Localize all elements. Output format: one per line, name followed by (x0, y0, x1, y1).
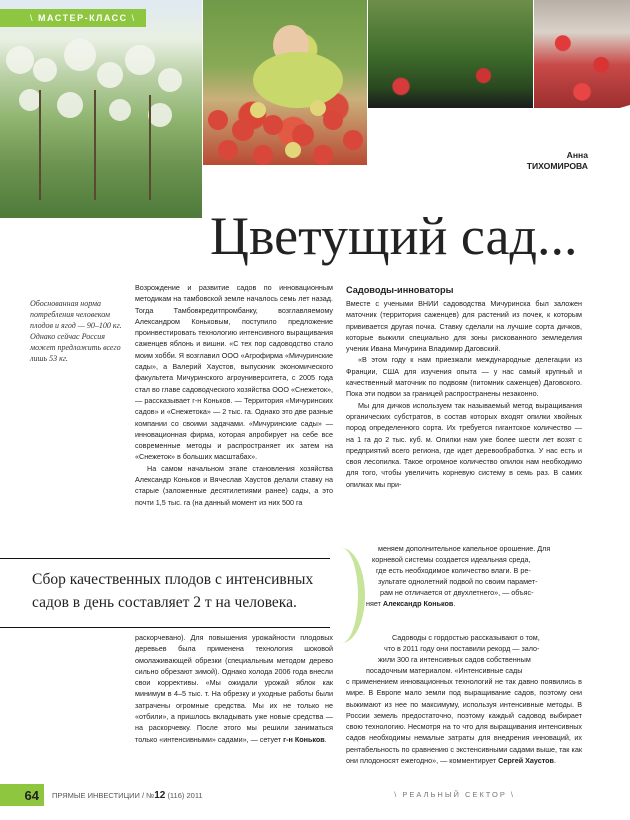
article-column-4 (346, 676, 582, 766)
page-number: 64 (0, 784, 44, 806)
magazine-info (52, 790, 203, 801)
paragraph: На самом начальном этапе становления хозяйства Александр Коньков и Вячеслав Хаустов делали ставку на старые (заложенные десятилетиями ранее) сады, а это почти 1,5 тыс. га (на данный момент из них 500 га (135, 463, 333, 507)
section-tag (0, 9, 146, 27)
paragraph: раскорчевано). Для повышения урожайности плодовых деревьев была применена технология шоковой омолаживающей обрезки (специальным методом дерево сильно обрезают зимой). Однако холода 2006 года внесли свои коррективы. «Мы ожидали урожай яблок как минимум в 4–5 тыс. т. На обрезку и уходные работы были затрачены огромные средства. Мы их не только не «отбили», а пришлось вкладывать уже новые средства — на раскорчевку. После этого мы решили заниматься только «интенсивными» садами», — сетует г-н Коньков. (135, 633, 333, 744)
person-name: Сергей Хаустов (498, 756, 554, 766)
person-name: г-н Коньков (283, 734, 325, 744)
backslash-glyph: \ (30, 13, 39, 23)
wrap-line: жили 300 га интенсивных садов собственным (378, 655, 531, 664)
section-heading: Садоводы-инноваторы (346, 285, 454, 295)
author-last-name: ТИХОМИРОВА (526, 161, 588, 171)
footer-section-label: \ РЕАЛЬНЫЙ СЕКТОР \ (394, 790, 515, 799)
article-title: Цветущий сад... (210, 206, 578, 266)
backslash-glyph: \ (127, 13, 136, 23)
wrap-line: зультате однолетний подвой по своим парамет- (378, 577, 538, 586)
paragraph: Вместе с учеными ВНИИ садоводства Мичуринска был заложен маточник (территория саженцев) для растений из почек, к которым прививается другая почка. Ставку сделали на лучшие сорта дичков, которые выжили специально для зоны рискованного земледелия ученик Ивана Мичурина Владимир Даговский. (346, 299, 582, 354)
paragraph: с применением инновационных технологий не так давно появились в мире. В Европе мало земли под выращивание садов, поэтому они выжимают из нее по максимуму, используя интенсивные методы. В России земель предостаточно, поэтому каждый садовод выбирает свою технологию. Несмотря на то что для выращивания интенсивных садов необходимы немалые затраты для внедрения инноваций, их рентабельность по сравнению с экстенсивными садами выше, так как они плодоносят ежегодно», — комментирует Сергей Хаустов. (346, 677, 582, 766)
pull-quote (0, 558, 340, 633)
wrap-line: Садоводы с гордостью рассказывают о том, (392, 633, 540, 642)
issue-prefix: № (146, 791, 155, 800)
author-first-name: Анна (566, 150, 588, 160)
author-byline (527, 150, 588, 172)
wrap-line: меняем дополнительное капельное орошение. Для (378, 544, 551, 553)
magazine-name: ПРЯМЫЕ ИНВЕСТИЦИИ / (52, 791, 145, 800)
photo-diagonal-mask (0, 0, 630, 230)
page-footer (0, 784, 630, 808)
wrap-line (366, 598, 455, 609)
paragraph-text: раскорчевано). Для повышения урожайности плодовых деревьев была применена технология шоковой омолаживающей обрезки (специальным методом дерево сильно обрезают зимой). Однако холода 2006 года внесли свои коррективы. «Мы ожидали урожай яблок как минимум в 4–5 тыс. т. На обрезку и уходные работы были затрачены огромные средства. Мы их не только не «отбили», а пришлось вкладывать уже новые средства — на раскорчевку. После этого мы решили заниматься только «интенсивными» садами», — сетует (135, 633, 333, 744)
wrap-line: рам не отличается от двухлетнего», — объяс- (380, 588, 534, 597)
issue-suffix: (116) 2011 (167, 791, 203, 800)
person-name: Александр Коньков (382, 599, 454, 608)
wrap-line: что в 2011 году они поставили рекорд — зало- (384, 644, 540, 653)
paragraph: Возрождение и развитие садов по инновационным методикам на тамбовской земле началось семь лет назад. Тогда Тамбовкредитпромбанку, возглавляемому Александром Коньковым, поступило предложение проинвестировать технологию интенсивного выращивания саженцев яблонь и вишни. «С тех пор садоводство стало моим хобби. Я возглавил ООО «Агрофирма «Мичуринские сады», а Валерий Хаустов, выпускник экономического факультета Мичуринского агроуниверситета, с 2005 года стал во главе садоводческого хозяйства ООО «Снежеток», — рассказывает г-н Коньков. — Территория «Мичуринских садов» и «Снежетока» — 2 тыс. га. Однако это две разные компании со своими задачами. «Мичуринские сады» — инновационная фирма, которая апробирует на себе все современные методы и распространяет их затем на «Снежеток» в больших масштабах». (135, 283, 333, 462)
wrap-text: няет (366, 599, 383, 608)
wrap-line: корневой системы создается идеальная среда, (372, 555, 531, 564)
paragraph-text: с применением инновационных технологий не так давно появились в мире. В Европе мало земли под выращивание садов, поэтому они выжимают из нее по максимуму, используя интенсивные методы. В России земель предостаточно, поэтому каждый садовод выбирает свою технологию. Несмотря на то что для выращивания интенсивных садов необходимы немалые затраты для внедрения инноваций, их рентабельность по сравнению с экстенсивными садами выше, так как они плодоносят ежегодно», — комментирует (346, 677, 582, 766)
paragraph: «В этом году к нам приезжали международные делегации из Франции, США для изучения опыта — у нас самый крупный и качественный маточник по подвоям (питомник саженцев) Даговского. Пока эти подвои за границей распространены незаконно. (346, 355, 582, 399)
side-note: Обоснованная норма потребления человеком плодов и ягод — 90–100 кг. Однако сейчас Россия может предложить всего лишь 53 кг. (30, 299, 122, 363)
article-column-3 (135, 632, 333, 745)
article-column-2 (346, 298, 582, 490)
paragraph: Мы для дичков используем так называемый метод выращивания органических субстратов, в состав которых входят опилки хвойных пород определенного сорта. Их требуется гигантское количество — на 1 га до 2 тыс. куб. м. Опилки нам уже более шести лет возят с предприятий всего региона, где идет деревообработка. У нас есть и своя лесопилка. Такое огромное количество опилок нам необходимо для того, чтобы увеличить корневую систему в семь раз. В самих опилках мы при- (346, 400, 582, 489)
section-tag-label: МАСТЕР-КЛАСС (38, 13, 128, 23)
wrap-line: посадочным материалом. «Интенсивные сады (366, 666, 523, 675)
wrap-line: где есть необходимое количество влаги. В ре- (376, 566, 531, 575)
pull-quote-text: Сбор качественных плодов с интенсивных садов в день составляет 2 т на человека. (32, 571, 314, 611)
wrap-text: . (453, 599, 456, 608)
issue-number: 12 (154, 790, 166, 801)
article-column-1 (135, 282, 333, 508)
